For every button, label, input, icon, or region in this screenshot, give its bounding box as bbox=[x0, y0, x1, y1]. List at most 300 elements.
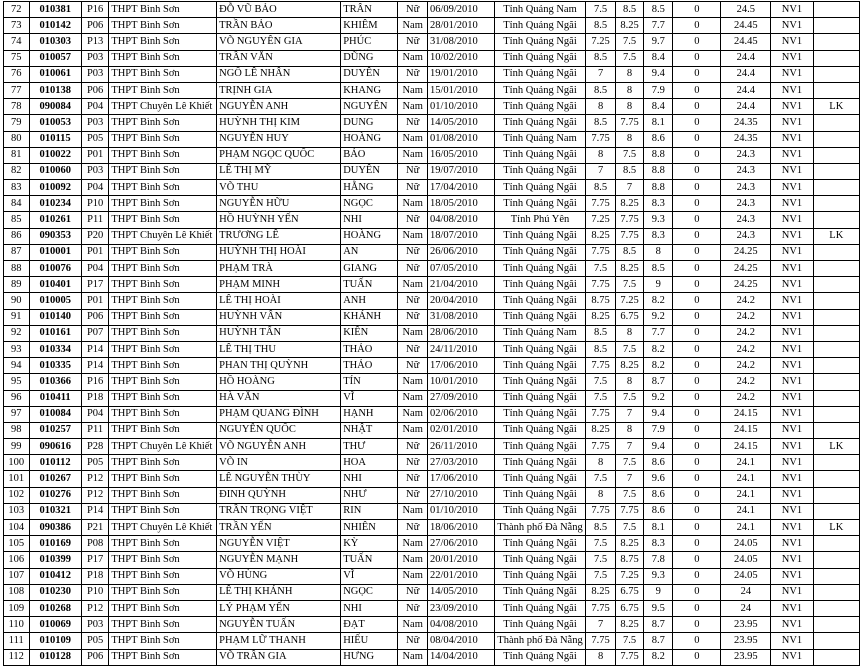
given-name-cell: HOÀNG bbox=[341, 228, 398, 244]
given-name-cell: AN bbox=[341, 244, 398, 260]
wish-cell: NV1 bbox=[771, 487, 813, 503]
birth-place-cell: Tỉnh Quảng Ngãi bbox=[494, 536, 586, 552]
birth-place-cell: Tỉnh Quảng Ngãi bbox=[494, 66, 586, 82]
score-2-cell: 7.5 bbox=[615, 34, 643, 50]
family-name-cell: ĐINH QUỲNH bbox=[217, 487, 341, 503]
birth-place-cell: Tỉnh Quảng Ngãi bbox=[494, 341, 586, 357]
family-name-cell: HÀ VĂN bbox=[217, 390, 341, 406]
wish-cell: NV1 bbox=[771, 633, 813, 649]
score-3-cell: 8.5 bbox=[644, 2, 673, 18]
birth-date-cell: 27/10/2010 bbox=[427, 487, 494, 503]
room-cell: P17 bbox=[81, 277, 108, 293]
room-cell: P07 bbox=[81, 325, 108, 341]
total-score-cell: 23.95 bbox=[721, 633, 771, 649]
birth-date-cell: 22/01/2010 bbox=[427, 568, 494, 584]
given-name-cell: TÍN bbox=[341, 374, 398, 390]
total-score-cell: 24.2 bbox=[721, 341, 771, 357]
table-row bbox=[4, 406, 860, 422]
school-cell: THPT Bình Sơn bbox=[109, 196, 217, 212]
given-name-cell: THẢO bbox=[341, 358, 398, 374]
bonus-score-cell: 0 bbox=[673, 325, 721, 341]
row-number-cell: 88 bbox=[4, 261, 30, 277]
gender-cell: Nam bbox=[398, 147, 428, 163]
family-name-cell: NGUYỄN ANH bbox=[217, 99, 341, 115]
birth-place-cell: Tỉnh Quảng Ngãi bbox=[494, 439, 586, 455]
score-1-cell: 8.25 bbox=[586, 228, 615, 244]
gender-cell: Nữ bbox=[398, 487, 428, 503]
score-3-cell: 8.2 bbox=[644, 293, 673, 309]
candidate-id-cell: 090386 bbox=[29, 520, 81, 536]
total-score-cell: 24.45 bbox=[721, 34, 771, 50]
wish-cell: NV1 bbox=[771, 50, 813, 66]
bonus-score-cell: 0 bbox=[673, 309, 721, 325]
family-name-cell: PHẠM MINH bbox=[217, 277, 341, 293]
room-cell: P28 bbox=[81, 439, 108, 455]
note-cell: LK bbox=[813, 520, 859, 536]
score-1-cell: 8 bbox=[586, 147, 615, 163]
bonus-score-cell: 0 bbox=[673, 115, 721, 131]
birth-date-cell: 31/08/2010 bbox=[427, 34, 494, 50]
candidate-id-cell: 010335 bbox=[29, 358, 81, 374]
gender-cell: Nam bbox=[398, 50, 428, 66]
bonus-score-cell: 0 bbox=[673, 487, 721, 503]
family-name-cell: VÕ HÙNG bbox=[217, 568, 341, 584]
total-score-cell: 24.05 bbox=[721, 568, 771, 584]
candidate-id-cell: 010267 bbox=[29, 471, 81, 487]
room-cell: P17 bbox=[81, 552, 108, 568]
birth-place-cell: Tỉnh Quảng Ngãi bbox=[494, 374, 586, 390]
birth-place-cell: Tỉnh Quảng Ngãi bbox=[494, 617, 586, 633]
gender-cell: Nữ bbox=[398, 455, 428, 471]
score-3-cell: 8.3 bbox=[644, 228, 673, 244]
note-cell bbox=[813, 180, 859, 196]
candidate-id-cell: 010169 bbox=[29, 536, 81, 552]
wish-cell: NV1 bbox=[771, 277, 813, 293]
given-name-cell: HIẾU bbox=[341, 633, 398, 649]
row-number-cell: 104 bbox=[4, 520, 30, 536]
birth-place-cell: Tỉnh Quảng Ngãi bbox=[494, 422, 586, 438]
score-1-cell: 7.75 bbox=[586, 406, 615, 422]
birth-place-cell: Tỉnh Quảng Ngãi bbox=[494, 309, 586, 325]
birth-place-cell: Tỉnh Quảng Ngãi bbox=[494, 293, 586, 309]
total-score-cell: 24.2 bbox=[721, 325, 771, 341]
bonus-score-cell: 0 bbox=[673, 147, 721, 163]
table-row bbox=[4, 18, 860, 34]
bonus-score-cell: 0 bbox=[673, 2, 721, 18]
bonus-score-cell: 0 bbox=[673, 520, 721, 536]
wish-cell: NV1 bbox=[771, 180, 813, 196]
gender-cell: Nam bbox=[398, 196, 428, 212]
score-1-cell: 7.75 bbox=[586, 196, 615, 212]
family-name-cell: NGUYỄN MẠNH bbox=[217, 552, 341, 568]
family-name-cell: HUỲNH VÂN bbox=[217, 309, 341, 325]
score-3-cell: 8.7 bbox=[644, 374, 673, 390]
wish-cell: NV1 bbox=[771, 2, 813, 18]
table-row bbox=[4, 439, 860, 455]
wish-cell: NV1 bbox=[771, 374, 813, 390]
wish-cell: NV1 bbox=[771, 325, 813, 341]
school-cell: THPT Bình Sơn bbox=[109, 18, 217, 34]
table-row bbox=[4, 568, 860, 584]
score-1-cell: 7.5 bbox=[586, 390, 615, 406]
score-3-cell: 9.2 bbox=[644, 309, 673, 325]
row-number-cell: 102 bbox=[4, 487, 30, 503]
gender-cell: Nam bbox=[398, 277, 428, 293]
gender-cell: Nữ bbox=[398, 180, 428, 196]
table-row bbox=[4, 163, 860, 179]
score-1-cell: 7.75 bbox=[586, 277, 615, 293]
note-cell bbox=[813, 617, 859, 633]
given-name-cell: HOÀNG bbox=[341, 131, 398, 147]
score-3-cell: 8.3 bbox=[644, 536, 673, 552]
birth-date-cell: 20/01/2010 bbox=[427, 552, 494, 568]
gender-cell: Nữ bbox=[398, 244, 428, 260]
birth-date-cell: 18/06/2010 bbox=[427, 520, 494, 536]
room-cell: P01 bbox=[81, 244, 108, 260]
score-2-cell: 7 bbox=[615, 406, 643, 422]
family-name-cell: VÕ IN bbox=[217, 455, 341, 471]
given-name-cell: NHIÊN bbox=[341, 520, 398, 536]
birth-date-cell: 28/06/2010 bbox=[427, 325, 494, 341]
school-cell: THPT Bình Sơn bbox=[109, 309, 217, 325]
score-3-cell: 9.4 bbox=[644, 439, 673, 455]
birth-date-cell: 04/08/2010 bbox=[427, 617, 494, 633]
row-number-cell: 85 bbox=[4, 212, 30, 228]
wish-cell: NV1 bbox=[771, 390, 813, 406]
candidate-id-cell: 010381 bbox=[29, 2, 81, 18]
room-cell: P06 bbox=[81, 82, 108, 98]
row-number-cell: 95 bbox=[4, 374, 30, 390]
table-row bbox=[4, 520, 860, 536]
given-name-cell: THƯ bbox=[341, 439, 398, 455]
gender-cell: Nam bbox=[398, 325, 428, 341]
table-row bbox=[4, 455, 860, 471]
score-3-cell: 9.6 bbox=[644, 471, 673, 487]
birth-date-cell: 17/06/2010 bbox=[427, 471, 494, 487]
school-cell: THPT Bình Sơn bbox=[109, 2, 217, 18]
score-3-cell: 8.1 bbox=[644, 520, 673, 536]
note-cell bbox=[813, 390, 859, 406]
candidate-id-cell: 010076 bbox=[29, 261, 81, 277]
score-2-cell: 6.75 bbox=[615, 584, 643, 600]
row-number-cell: 73 bbox=[4, 18, 30, 34]
table-row bbox=[4, 212, 860, 228]
room-cell: P12 bbox=[81, 471, 108, 487]
bonus-score-cell: 0 bbox=[673, 50, 721, 66]
gender-cell: Nam bbox=[398, 568, 428, 584]
family-name-cell: TRỊNH GIA bbox=[217, 82, 341, 98]
row-number-cell: 112 bbox=[4, 649, 30, 665]
candidate-id-cell: 010115 bbox=[29, 131, 81, 147]
bonus-score-cell: 0 bbox=[673, 584, 721, 600]
wish-cell: NV1 bbox=[771, 244, 813, 260]
room-cell: P03 bbox=[81, 617, 108, 633]
gender-cell: Nữ bbox=[398, 309, 428, 325]
birth-place-cell: Tỉnh Quảng Ngãi bbox=[494, 147, 586, 163]
given-name-cell: VĨ bbox=[341, 568, 398, 584]
note-cell bbox=[813, 374, 859, 390]
family-name-cell: TRƯƠNG LÊ bbox=[217, 228, 341, 244]
wish-cell: NV1 bbox=[771, 536, 813, 552]
room-cell: P03 bbox=[81, 50, 108, 66]
note-cell bbox=[813, 568, 859, 584]
wish-cell: NV1 bbox=[771, 212, 813, 228]
given-name-cell: KHÁNH bbox=[341, 309, 398, 325]
note-cell bbox=[813, 34, 859, 50]
school-cell: THPT Bình Sơn bbox=[109, 633, 217, 649]
birth-place-cell: Tỉnh Quảng Nam bbox=[494, 325, 586, 341]
given-name-cell: NHI bbox=[341, 212, 398, 228]
school-cell: THPT Bình Sơn bbox=[109, 455, 217, 471]
total-score-cell: 24.1 bbox=[721, 503, 771, 519]
given-name-cell: NGUYÊN bbox=[341, 99, 398, 115]
row-number-cell: 92 bbox=[4, 325, 30, 341]
candidate-id-cell: 010142 bbox=[29, 18, 81, 34]
school-cell: THPT Bình Sơn bbox=[109, 649, 217, 665]
note-cell bbox=[813, 325, 859, 341]
note-cell bbox=[813, 196, 859, 212]
birth-place-cell: Tỉnh Phú Yên bbox=[494, 212, 586, 228]
school-cell: THPT Bình Sơn bbox=[109, 325, 217, 341]
row-number-cell: 106 bbox=[4, 552, 30, 568]
gender-cell: Nam bbox=[398, 131, 428, 147]
bonus-score-cell: 0 bbox=[673, 163, 721, 179]
birth-date-cell: 02/01/2010 bbox=[427, 422, 494, 438]
row-number-cell: 74 bbox=[4, 34, 30, 50]
candidate-id-cell: 010366 bbox=[29, 374, 81, 390]
given-name-cell: NGỌC bbox=[341, 196, 398, 212]
note-cell bbox=[813, 406, 859, 422]
score-2-cell: 7.5 bbox=[615, 520, 643, 536]
bonus-score-cell: 0 bbox=[673, 358, 721, 374]
table-body bbox=[4, 2, 860, 666]
row-number-cell: 94 bbox=[4, 358, 30, 374]
bonus-score-cell: 0 bbox=[673, 374, 721, 390]
score-2-cell: 7.25 bbox=[615, 293, 643, 309]
room-cell: P01 bbox=[81, 293, 108, 309]
score-1-cell: 8 bbox=[586, 649, 615, 665]
family-name-cell: NGUYỄN HỮU bbox=[217, 196, 341, 212]
family-name-cell: VÕ NGUYỄN ANH bbox=[217, 439, 341, 455]
score-3-cell: 9.4 bbox=[644, 406, 673, 422]
score-2-cell: 7.75 bbox=[615, 503, 643, 519]
score-3-cell: 8.1 bbox=[644, 115, 673, 131]
wish-cell: NV1 bbox=[771, 18, 813, 34]
score-2-cell: 7.5 bbox=[615, 487, 643, 503]
candidate-id-cell: 010057 bbox=[29, 50, 81, 66]
total-score-cell: 24.25 bbox=[721, 244, 771, 260]
birth-date-cell: 10/02/2010 bbox=[427, 50, 494, 66]
gender-cell: Nam bbox=[398, 390, 428, 406]
gender-cell: Nữ bbox=[398, 163, 428, 179]
family-name-cell: HUỲNH TẤN bbox=[217, 325, 341, 341]
score-1-cell: 7.5 bbox=[586, 261, 615, 277]
candidate-id-cell: 010022 bbox=[29, 147, 81, 163]
note-cell bbox=[813, 50, 859, 66]
note-cell bbox=[813, 277, 859, 293]
note-cell bbox=[813, 147, 859, 163]
row-number-cell: 90 bbox=[4, 293, 30, 309]
score-2-cell: 8 bbox=[615, 66, 643, 82]
gender-cell: Nữ bbox=[398, 358, 428, 374]
school-cell: THPT Chuyên Lê Khiết bbox=[109, 439, 217, 455]
candidate-id-cell: 010069 bbox=[29, 617, 81, 633]
birth-date-cell: 19/01/2010 bbox=[427, 66, 494, 82]
table-row bbox=[4, 66, 860, 82]
wish-cell: NV1 bbox=[771, 34, 813, 50]
row-number-cell: 105 bbox=[4, 536, 30, 552]
score-3-cell: 8.6 bbox=[644, 131, 673, 147]
score-1-cell: 7.5 bbox=[586, 374, 615, 390]
gender-cell: Nam bbox=[398, 503, 428, 519]
note-cell bbox=[813, 131, 859, 147]
birth-place-cell: Tỉnh Quảng Ngãi bbox=[494, 487, 586, 503]
room-cell: P14 bbox=[81, 503, 108, 519]
birth-place-cell: Tỉnh Quảng Ngãi bbox=[494, 552, 586, 568]
bonus-score-cell: 0 bbox=[673, 649, 721, 665]
room-cell: P03 bbox=[81, 115, 108, 131]
table-row bbox=[4, 503, 860, 519]
school-cell: THPT Bình Sơn bbox=[109, 568, 217, 584]
table-row bbox=[4, 147, 860, 163]
table-row bbox=[4, 487, 860, 503]
score-1-cell: 7.75 bbox=[586, 503, 615, 519]
birth-place-cell: Tỉnh Quảng Ngãi bbox=[494, 261, 586, 277]
row-number-cell: 87 bbox=[4, 244, 30, 260]
room-cell: P01 bbox=[81, 147, 108, 163]
candidate-id-cell: 010412 bbox=[29, 568, 81, 584]
gender-cell: Nữ bbox=[398, 293, 428, 309]
wish-cell: NV1 bbox=[771, 455, 813, 471]
wish-cell: NV1 bbox=[771, 293, 813, 309]
birth-date-cell: 14/05/2010 bbox=[427, 115, 494, 131]
row-number-cell: 84 bbox=[4, 196, 30, 212]
candidate-id-cell: 010161 bbox=[29, 325, 81, 341]
gender-cell: Nữ bbox=[398, 212, 428, 228]
note-cell bbox=[813, 341, 859, 357]
score-1-cell: 8.5 bbox=[586, 82, 615, 98]
given-name-cell: TUẤN bbox=[341, 552, 398, 568]
bonus-score-cell: 0 bbox=[673, 196, 721, 212]
birth-date-cell: 28/01/2010 bbox=[427, 18, 494, 34]
room-cell: P10 bbox=[81, 584, 108, 600]
results-table bbox=[3, 1, 860, 666]
school-cell: THPT Bình Sơn bbox=[109, 536, 217, 552]
school-cell: THPT Chuyên Lê Khiết bbox=[109, 99, 217, 115]
note-cell bbox=[813, 82, 859, 98]
score-1-cell: 8 bbox=[586, 99, 615, 115]
family-name-cell: PHẠM NGỌC QUỐC bbox=[217, 147, 341, 163]
note-cell bbox=[813, 244, 859, 260]
table-row bbox=[4, 309, 860, 325]
total-score-cell: 24.3 bbox=[721, 163, 771, 179]
note-cell bbox=[813, 471, 859, 487]
score-2-cell: 8.5 bbox=[615, 244, 643, 260]
birth-date-cell: 19/07/2010 bbox=[427, 163, 494, 179]
gender-cell: Nam bbox=[398, 228, 428, 244]
score-2-cell: 7.5 bbox=[615, 455, 643, 471]
wish-cell: NV1 bbox=[771, 600, 813, 616]
birth-date-cell: 10/01/2010 bbox=[427, 374, 494, 390]
table-row bbox=[4, 341, 860, 357]
given-name-cell: VĨ bbox=[341, 390, 398, 406]
gender-cell: Nữ bbox=[398, 34, 428, 50]
score-3-cell: 8.6 bbox=[644, 455, 673, 471]
score-3-cell: 9.2 bbox=[644, 390, 673, 406]
birth-place-cell: Tỉnh Quảng Ngãi bbox=[494, 568, 586, 584]
score-1-cell: 8.5 bbox=[586, 180, 615, 196]
birth-date-cell: 02/06/2010 bbox=[427, 406, 494, 422]
score-1-cell: 7.75 bbox=[586, 633, 615, 649]
family-name-cell: VÕ THU bbox=[217, 180, 341, 196]
school-cell: THPT Chuyên Lê Khiết bbox=[109, 520, 217, 536]
gender-cell: Nam bbox=[398, 374, 428, 390]
score-3-cell: 9.3 bbox=[644, 568, 673, 584]
score-2-cell: 8 bbox=[615, 99, 643, 115]
total-score-cell: 24.05 bbox=[721, 536, 771, 552]
table-row bbox=[4, 374, 860, 390]
bonus-score-cell: 0 bbox=[673, 228, 721, 244]
note-cell bbox=[813, 261, 859, 277]
birth-date-cell: 01/10/2010 bbox=[427, 503, 494, 519]
birth-place-cell: Tỉnh Quảng Ngãi bbox=[494, 358, 586, 374]
family-name-cell: NGUYỄN HUY bbox=[217, 131, 341, 147]
birth-date-cell: 24/11/2010 bbox=[427, 341, 494, 357]
row-number-cell: 81 bbox=[4, 147, 30, 163]
candidate-id-cell: 010276 bbox=[29, 487, 81, 503]
school-cell: THPT Bình Sơn bbox=[109, 82, 217, 98]
row-number-cell: 101 bbox=[4, 471, 30, 487]
family-name-cell: NGUYỄN VIỆT bbox=[217, 536, 341, 552]
school-cell: THPT Bình Sơn bbox=[109, 471, 217, 487]
room-cell: P20 bbox=[81, 228, 108, 244]
birth-date-cell: 01/10/2010 bbox=[427, 99, 494, 115]
given-name-cell: KHIÊM bbox=[341, 18, 398, 34]
school-cell: THPT Bình Sơn bbox=[109, 293, 217, 309]
score-2-cell: 7.75 bbox=[615, 649, 643, 665]
score-1-cell: 8.5 bbox=[586, 341, 615, 357]
score-2-cell: 7 bbox=[615, 439, 643, 455]
school-cell: THPT Bình Sơn bbox=[109, 617, 217, 633]
table-row bbox=[4, 649, 860, 665]
given-name-cell: RIN bbox=[341, 503, 398, 519]
gender-cell: Nữ bbox=[398, 633, 428, 649]
candidate-id-cell: 010092 bbox=[29, 180, 81, 196]
total-score-cell: 24.45 bbox=[721, 18, 771, 34]
score-2-cell: 8.5 bbox=[615, 2, 643, 18]
total-score-cell: 24.3 bbox=[721, 228, 771, 244]
note-cell bbox=[813, 536, 859, 552]
candidate-id-cell: 010053 bbox=[29, 115, 81, 131]
score-2-cell: 6.75 bbox=[615, 309, 643, 325]
candidate-id-cell: 010268 bbox=[29, 600, 81, 616]
score-3-cell: 8.2 bbox=[644, 649, 673, 665]
candidate-id-cell: 010001 bbox=[29, 244, 81, 260]
score-2-cell: 8.25 bbox=[615, 617, 643, 633]
note-cell bbox=[813, 552, 859, 568]
score-3-cell: 8.5 bbox=[644, 261, 673, 277]
row-number-cell: 86 bbox=[4, 228, 30, 244]
school-cell: THPT Bình Sơn bbox=[109, 66, 217, 82]
row-number-cell: 75 bbox=[4, 50, 30, 66]
score-3-cell: 8.7 bbox=[644, 633, 673, 649]
birth-date-cell: 20/04/2010 bbox=[427, 293, 494, 309]
score-1-cell: 7.5 bbox=[586, 568, 615, 584]
birth-place-cell: Tỉnh Quảng Ngãi bbox=[494, 115, 586, 131]
birth-date-cell: 26/06/2010 bbox=[427, 244, 494, 260]
score-1-cell: 8 bbox=[586, 487, 615, 503]
family-name-cell: PHẠM QUANG ĐÌNH bbox=[217, 406, 341, 422]
